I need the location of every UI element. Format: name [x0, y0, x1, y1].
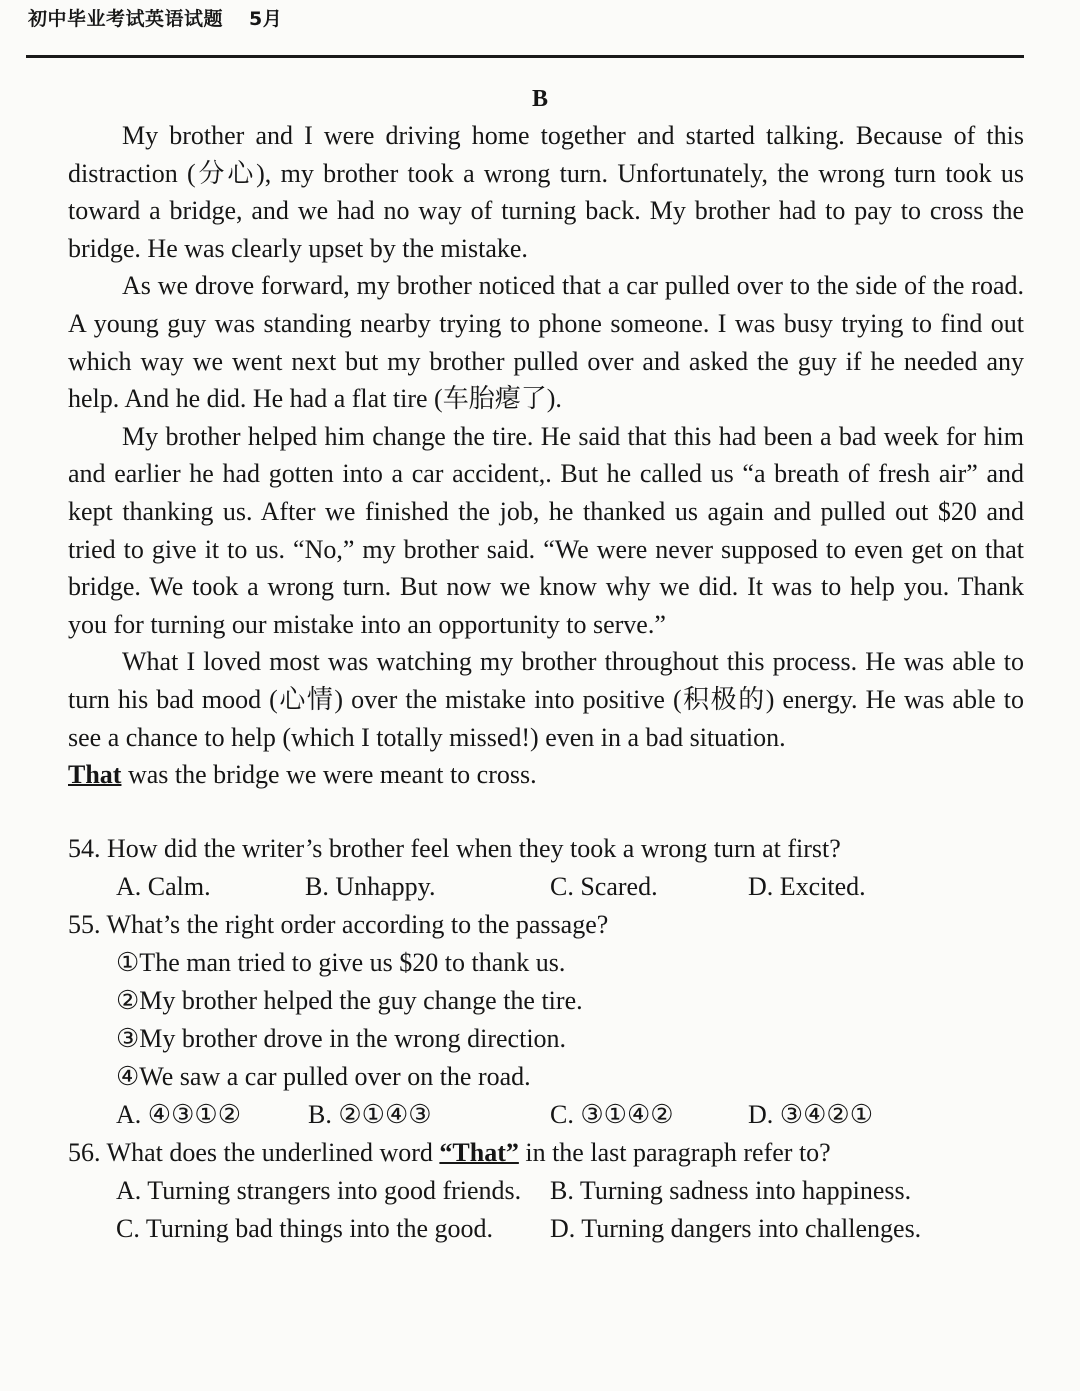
paragraph-1: My brother and I were driving home together and started talking. Because of this distraction (分心), my brother took a wrong turn. Unfortunately, the wrong turn took us toward a bridge, and we had no way of turning back. My brother had to pay to cross the bridge. He was clearly upset by the mistake. [68, 121, 1024, 263]
section-label: B [531, 86, 548, 112]
exam-title: 初中毕业考试英语试题 [28, 8, 224, 30]
option-row [68, 1172, 1028, 1210]
option-row [68, 868, 1028, 906]
option-d[interactable]: D. Turning dangers into challenges. [550, 1214, 922, 1243]
option-a[interactable]: A. Turning strangers into good friends. [116, 1176, 522, 1205]
underlined-that: That [68, 760, 122, 790]
option-row [68, 1210, 1028, 1248]
option-c[interactable]: C. Turning bad things into the good. [116, 1214, 494, 1243]
order-item-4: ④We saw a car pulled over on the road. [116, 1062, 531, 1091]
question-54 [68, 830, 1028, 906]
stem-end: in the last paragraph refer to? [518, 1138, 831, 1167]
order-item-3: ③My brother drove in the wrong direction. [116, 1024, 567, 1053]
paragraph-4: What I loved most was watching my brother throughout this process. He was able to turn his bad mood (心情) over the mistake into positive (积极的) energy. He was able to see a chance to help (which I totally missed!) even in a bad situation. [68, 647, 1024, 752]
option-d[interactable]: D. Excited. [748, 872, 866, 901]
paragraph-2: As we drove forward, my brother noticed that a car pulled over to the side of the road. A young guy was standing nearby trying to phone someone. I was busy trying to find out which way we went next but my brother pulled over and asked the guy if he needed any help. And he did. He had a flat tire (车胎瘪了). [68, 271, 1024, 414]
option-b[interactable]: B. ②①④③ [308, 1100, 432, 1129]
question-stem: 55. What’s the right order according to the passage? [68, 910, 609, 939]
option-b[interactable]: B. Turning sadness into happiness. [550, 1176, 912, 1205]
option-a[interactable]: A. Calm. [116, 872, 211, 901]
order-item-1: ①The man tried to give us $20 to thank us. [116, 948, 566, 977]
order-item-2: ②My brother helped the guy change the tire. [116, 986, 583, 1015]
question-stem: 54. How did the writer’s brother feel when they took a wrong turn at first? [68, 834, 841, 863]
page-header [28, 4, 282, 31]
option-c[interactable]: C. Scared. [550, 872, 658, 901]
header-rule [26, 55, 1024, 58]
stem-underlined-word: “That” [439, 1138, 519, 1167]
option-b[interactable]: B. Unhappy. [305, 872, 436, 901]
option-c[interactable]: C. ③①④② [550, 1100, 674, 1129]
exam-month: 5月 [249, 8, 283, 30]
reading-passage [68, 117, 1024, 794]
option-a[interactable]: A. ④③①② [116, 1100, 242, 1129]
option-row [68, 1096, 1028, 1134]
question-stem [68, 1134, 1028, 1172]
question-56 [68, 1134, 1028, 1248]
paragraph-5-text: was the bridge we were meant to cross. [121, 760, 537, 790]
paragraph-5 [68, 756, 1024, 794]
option-d[interactable]: D. ③④②① [748, 1100, 874, 1129]
paragraph-3: My brother helped him change the tire. He said that this had been a bad week for him and earlier he had gotten into a car accident,. But he called us “a breath of fresh air” and kept thanking us. After we finished the job, he thanked us again and pulled out $20 and tried to give it to us. “No,” my brother said. “We were never supposed to even get on that bridge. We took a wrong turn. But now we know why we did. It was to help you. Thank you for turning our mistake into an opportunity to serve.” [68, 421, 1024, 639]
questions [68, 830, 1028, 1248]
question-55 [68, 906, 1028, 1134]
stem-start: 56. What does the underlined word [68, 1138, 440, 1167]
